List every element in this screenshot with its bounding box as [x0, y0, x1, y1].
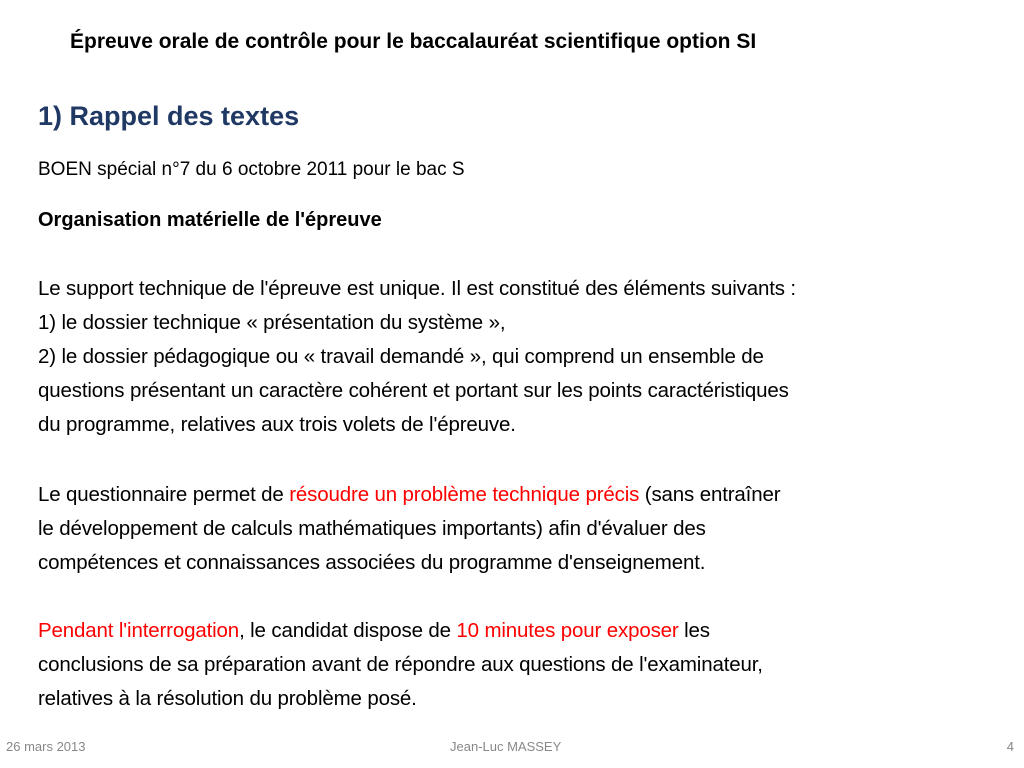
slide-header-title: Épreuve orale de contrôle pour le baccalauréat scientifique option SI	[70, 30, 757, 53]
paragraph-questionnaire	[38, 478, 1018, 580]
highlight-text: Pendant l'interrogation	[38, 619, 240, 642]
highlight-text: 10 minutes pour exposer	[456, 619, 679, 642]
section-subtitle: BOEN spécial n°7 du 6 octobre 2011 pour le bac S	[38, 159, 465, 180]
text-line: questions présentant un caractère cohérent et portant sur les points caractéristiques	[38, 379, 789, 402]
text-segment: (sans entraîner	[639, 483, 781, 506]
text-line: du programme, relatives aux trois volets de l'épreuve.	[38, 413, 516, 436]
text-segment: , le candidat dispose de	[239, 619, 457, 642]
paragraph-support-technique	[38, 272, 1018, 442]
section-title: 1) Rappel des textes	[38, 101, 300, 131]
text-line	[38, 478, 1018, 512]
highlight-text: résoudre un problème technique précis	[289, 483, 640, 506]
text-line: Le support technique de l'épreuve est unique. Il est constitué des éléments suivants :	[38, 277, 796, 300]
content-heading: Organisation matérielle de l'épreuve	[38, 209, 382, 231]
footer-author: Jean-Luc MASSEY	[450, 739, 562, 754]
text-segment: les	[678, 619, 710, 642]
footer-date: 26 mars 2013	[6, 739, 86, 754]
text-line: conclusions de sa préparation avant de répondre aux questions de l'examinateur,	[38, 653, 763, 676]
text-line: 2) le dossier pédagogique ou « travail demandé », qui comprend un ensemble de	[38, 345, 764, 368]
text-line	[38, 614, 1018, 648]
text-line: le développement de calculs mathématiques importants) afin d'évaluer des	[38, 517, 706, 540]
text-line: relatives à la résolution du problème posé.	[38, 687, 417, 710]
text-line: 1) le dossier technique « présentation du système »,	[38, 311, 506, 334]
paragraph-interrogation	[38, 614, 1018, 716]
page-number: 4	[1006, 739, 1014, 754]
text-line: compétences et connaissances associées du programme d'enseignement.	[38, 551, 706, 574]
text-segment: Le questionnaire permet de	[38, 483, 290, 506]
